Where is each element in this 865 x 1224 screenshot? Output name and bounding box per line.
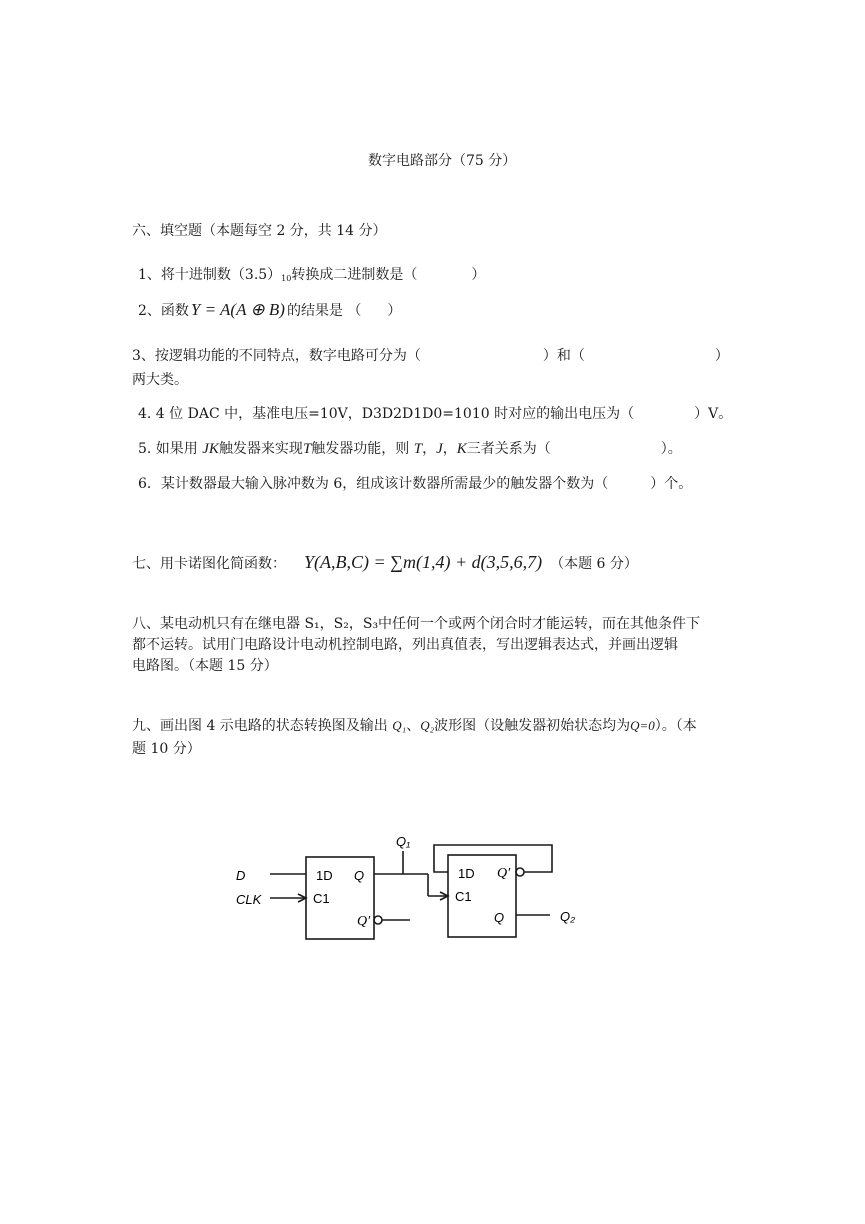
clk-input-label: CLK <box>236 892 262 907</box>
ff1-qn-bubble <box>374 916 382 924</box>
section-8-line1: 八、某电动机只有在继电器 S₁，S₂，S₃中任何一个或两个闭合时才能运转，而在其他条件下 <box>132 616 701 632</box>
ff2-q-label: Q <box>494 910 505 925</box>
question-6-1: 1、将十进制数$(3.5)_{10}$转换成二进制数是（ ） <box>138 267 486 283</box>
ff2-d-label: 1D <box>458 866 475 881</box>
d-input-label: D <box>236 868 246 883</box>
question-6-2: 2、函数 Y = A(A ⊕ B) 的结果是 （ ） <box>138 300 402 319</box>
section-8-line3: 电路图。（本题 15 分） <box>132 658 278 674</box>
question-6-3-line2: 两大类。 <box>132 372 188 388</box>
question-6-4: 4. 4 位 DAC 中，基准电压=10V，D3D2D1D0=1010 时对应的输出电压为（ ）V。 <box>138 406 733 422</box>
q1-output-label: Q₁ <box>396 834 411 849</box>
section-7: 七、用卡诺图化简函数： Y(A,B,C) = ∑m(1,4) + d(3,5,6,7) （本题 6 分） <box>132 552 638 572</box>
ff1-qn-label: Q′ <box>357 914 371 929</box>
section-6-heading: 六、填空题（本题每空 2 分，共 14 分） <box>132 223 387 239</box>
formula-y-a-xor: Y = A(A ⊕ B) <box>190 300 285 319</box>
section-9-line1: 九、画出图 4 示电路的状态转换图及输出 Q₁、Q₂波形图（设触发器初始状态均为Q=0）。（本 <box>132 718 697 734</box>
question-6-5: 5. 如果用 JK触发器来实现T触发器功能，则 T，J，K三者关系为（ ）。 <box>138 441 682 457</box>
q2-output-label: Q₂ <box>560 909 576 924</box>
ff1-d-label: 1D <box>316 868 333 883</box>
formula-karnaugh: Y(A,B,C) = ∑m(1,4) + d(3,5,6,7) <box>304 552 543 572</box>
question-6-3: 3、按逻辑功能的不同特点，数字电路可分为（ ）和（ ） <box>132 348 729 364</box>
question-6-6: 6．某计数器最大输入脉冲数为 6，组成该计数器所需最少的触发器个数为（ ）个。 <box>138 476 693 492</box>
feedback-wire <box>434 845 552 872</box>
ff2-qn-label: Q′ <box>497 866 511 881</box>
page-title: 数字电路部分（75 分） <box>368 153 517 169</box>
ff1-q-label: Q <box>354 868 365 883</box>
ff2-qn-bubble <box>516 868 524 876</box>
ff1-c-label: C1 <box>313 891 330 906</box>
section-9-line2: 题 10 分） <box>132 741 201 757</box>
ff2-c-label: C1 <box>455 889 472 904</box>
section-8-line2: 都不运转。试用门电路设计电动机控制电路，列出真值表，写出逻辑表达式，并画出逻辑 <box>132 637 678 653</box>
